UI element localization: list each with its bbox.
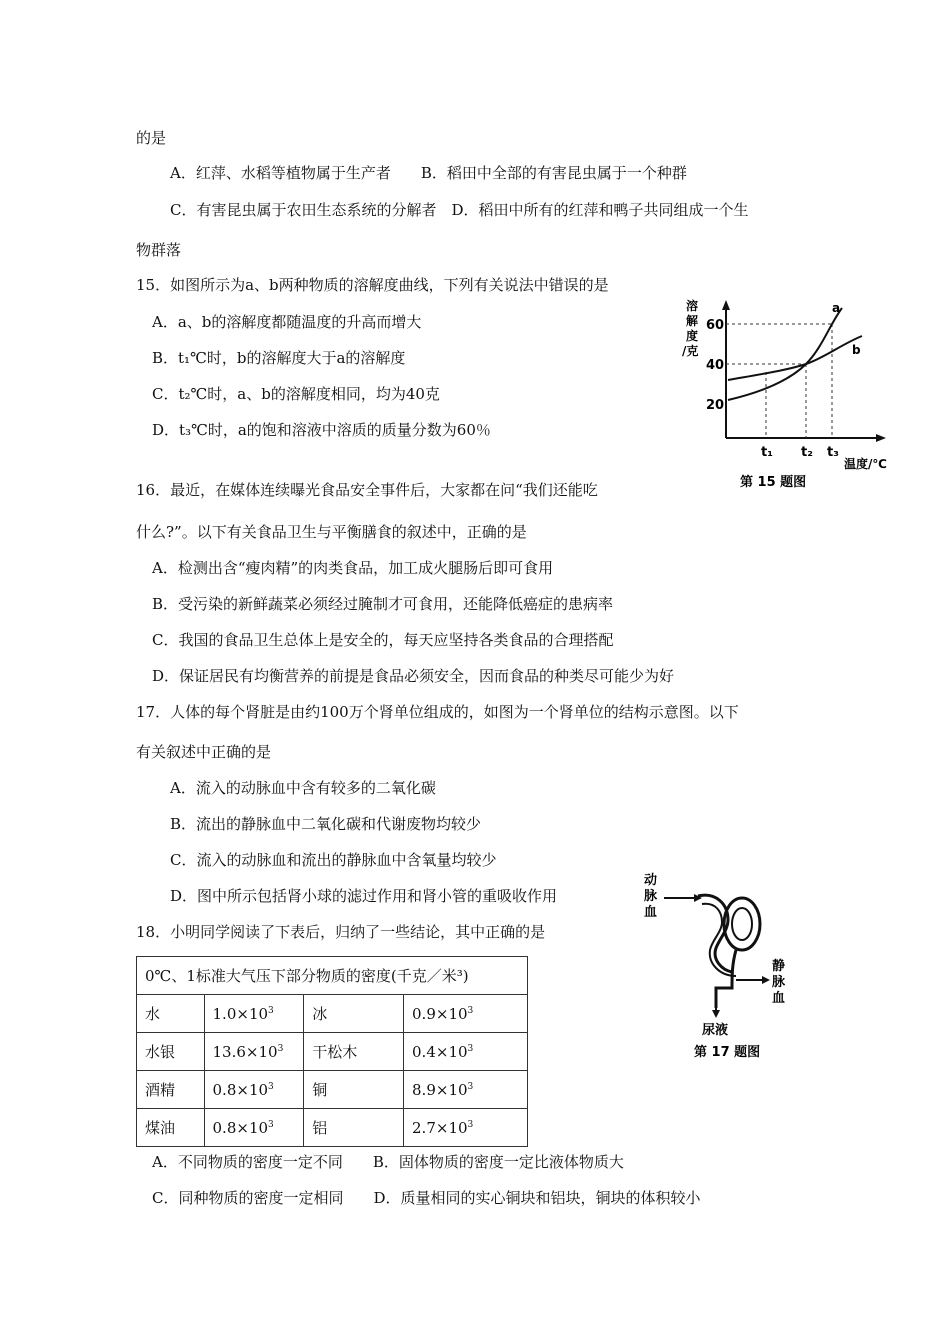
- y-axis-label-1: 溶: [686, 299, 699, 313]
- option-row-cd-cont: 物群落: [136, 241, 182, 259]
- q15-option-d: D．t₃℃时，a的饱和溶液中溶质的质量分数为60％: [152, 421, 491, 439]
- table-cell: $8.9\times 10^3$: [404, 1071, 528, 1109]
- table-cell: 干松木: [304, 1033, 404, 1071]
- table-cell: 水银: [137, 1033, 205, 1071]
- y-axis-label-3: 度: [686, 329, 699, 343]
- solubility-figure: [672, 296, 892, 491]
- q16-option-a: A．检测出含“瘦肉精”的肉类食品，加工成火腿肠后即可食用: [152, 559, 554, 577]
- y-axis-arrow: [722, 300, 730, 310]
- table-row: [137, 995, 528, 1033]
- table-cell: 铝: [304, 1109, 404, 1147]
- collecting-duct: [716, 950, 736, 1008]
- q16-option-c: C．我国的食品卫生总体上是安全的，每天应坚持各类食品的合理搭配: [152, 631, 614, 649]
- question-16: 16．最近，在媒体连续曝光食品安全事件后，大家都在问“我们还能吃: [136, 481, 598, 499]
- question-18: 18．小明同学阅读了下表后，归纳了一些结论，其中正确的是: [136, 923, 546, 941]
- table-caption: 0℃、1标准大气压下部分物质的密度(千克／米³): [137, 957, 528, 995]
- figure-17-caption: 第 17 题图: [694, 1045, 761, 1060]
- curve-b-label: b: [852, 343, 861, 357]
- q17-option-c: C．流入的动脉血和流出的静脉血中含氧量均较少: [170, 851, 497, 869]
- table-cell: $0.8\times 10^3$: [204, 1071, 304, 1109]
- x-tick-t3: t₃: [827, 445, 839, 460]
- table-cell: $13.6\times 10^3$: [204, 1033, 304, 1071]
- artery-label-2: 脉: [644, 889, 658, 904]
- artery-label-3: 血: [644, 905, 658, 920]
- table-cell: 酒精: [137, 1071, 205, 1109]
- x-axis-label: 温度/℃: [844, 457, 887, 471]
- q17-option-a: A．流入的动脉血中含有较多的二氧化碳: [170, 779, 436, 797]
- table-cell: $0.9\times 10^3$: [404, 995, 528, 1033]
- urine-label: 尿液: [702, 1023, 729, 1038]
- y-tick-20: 20: [706, 398, 725, 413]
- question-15: 15．如图所示为a、b两种物质的溶解度曲线，下列有关说法中错误的是: [136, 276, 609, 294]
- table-cell: $1.0\times 10^3$: [204, 995, 304, 1033]
- q17-option-d: D．图中所示包括肾小球的滤过作用和肾小管的重吸收作用: [170, 887, 558, 905]
- table-row: [137, 1033, 528, 1071]
- q17-option-b: B．流出的静脉血中二氧化碳和代谢废物均较少: [170, 815, 482, 833]
- x-axis-arrow: [876, 434, 886, 442]
- curve-a: [728, 308, 842, 400]
- question-17: 17．人体的每个肾脏是由约100万个肾单位组成的，如图为一个肾单位的结构示意图。以下: [136, 703, 739, 721]
- q15-option-b: B．t₁℃时，b的溶解度大于a的溶解度: [152, 349, 406, 367]
- density-table: [136, 956, 528, 1147]
- q15-option-a: A．a、b的溶解度都随温度的升高而增大: [152, 313, 422, 331]
- q16-option-b: B．受污染的新鲜蔬菜必须经过腌制才可食用，还能降低癌症的患病率: [152, 595, 614, 613]
- vein-label-1: 静: [772, 959, 786, 974]
- y-tick-60: 60: [706, 318, 725, 333]
- table-cell: 水: [137, 995, 205, 1033]
- table-cell: 冰: [304, 995, 404, 1033]
- y-tick-40: 40: [706, 358, 725, 373]
- q16-option-d: D．保证居民有均衡营养的前提是食品必须安全，因而食品的种类尽可能少为好: [152, 667, 675, 685]
- y-axis-label-2: 解: [686, 314, 699, 328]
- glomerulus-capsule: [724, 898, 760, 950]
- y-axis-label-4: /克: [682, 344, 699, 358]
- table-caption-row: [137, 957, 528, 995]
- table-cell: 铜: [304, 1071, 404, 1109]
- table-cell: $2.7\times 10^3$: [404, 1109, 528, 1147]
- question-16-cont: 什么?”。以下有关食品卫生与平衡膳食的叙述中，正确的是: [136, 523, 527, 541]
- vein-label-3: 血: [772, 991, 786, 1006]
- q18-options-cd: C．同种物质的密度一定相同 D．质量相同的实心铜块和铝块，铜块的体积较小: [152, 1189, 701, 1207]
- glomerulus: [732, 908, 752, 940]
- question-17-cont: 有关叙述中正确的是: [136, 743, 272, 761]
- curve-a-label: a: [832, 301, 841, 315]
- table-cell: $0.8\times 10^3$: [204, 1109, 304, 1147]
- option-row-ab: A．红萍、水稻等植物属于生产者 B．稻田中全部的有害昆虫属于一个种群: [170, 164, 687, 182]
- q18-options-ab: A．不同物质的密度一定不同 B．固体物质的密度一定比液体物质大: [152, 1153, 624, 1171]
- table-cell: 煤油: [137, 1109, 205, 1147]
- urine-arrow-head: [712, 1010, 720, 1018]
- table-cell: $0.4\times 10^3$: [404, 1033, 528, 1071]
- vein-arrow-head: [762, 976, 770, 984]
- vein-label-2: 脉: [772, 975, 786, 990]
- table-row: [137, 1109, 528, 1147]
- x-tick-t2: t₂: [801, 445, 813, 460]
- q15-option-c: C．t₂℃时，a、b的溶解度相同，均为40克: [152, 385, 440, 403]
- stem-continuation: 的是: [136, 129, 167, 147]
- option-row-cd: C．有害昆虫属于农田生态系统的分解者 D．稻田中所有的红萍和鸭子共同组成一个生: [170, 201, 749, 219]
- x-tick-t1: t₁: [761, 445, 773, 460]
- figure-15-caption: 第 15 题图: [740, 475, 807, 490]
- table-row: [137, 1071, 528, 1109]
- artery-label-1: 动: [644, 873, 658, 888]
- nephron-figure: [636, 868, 796, 1062]
